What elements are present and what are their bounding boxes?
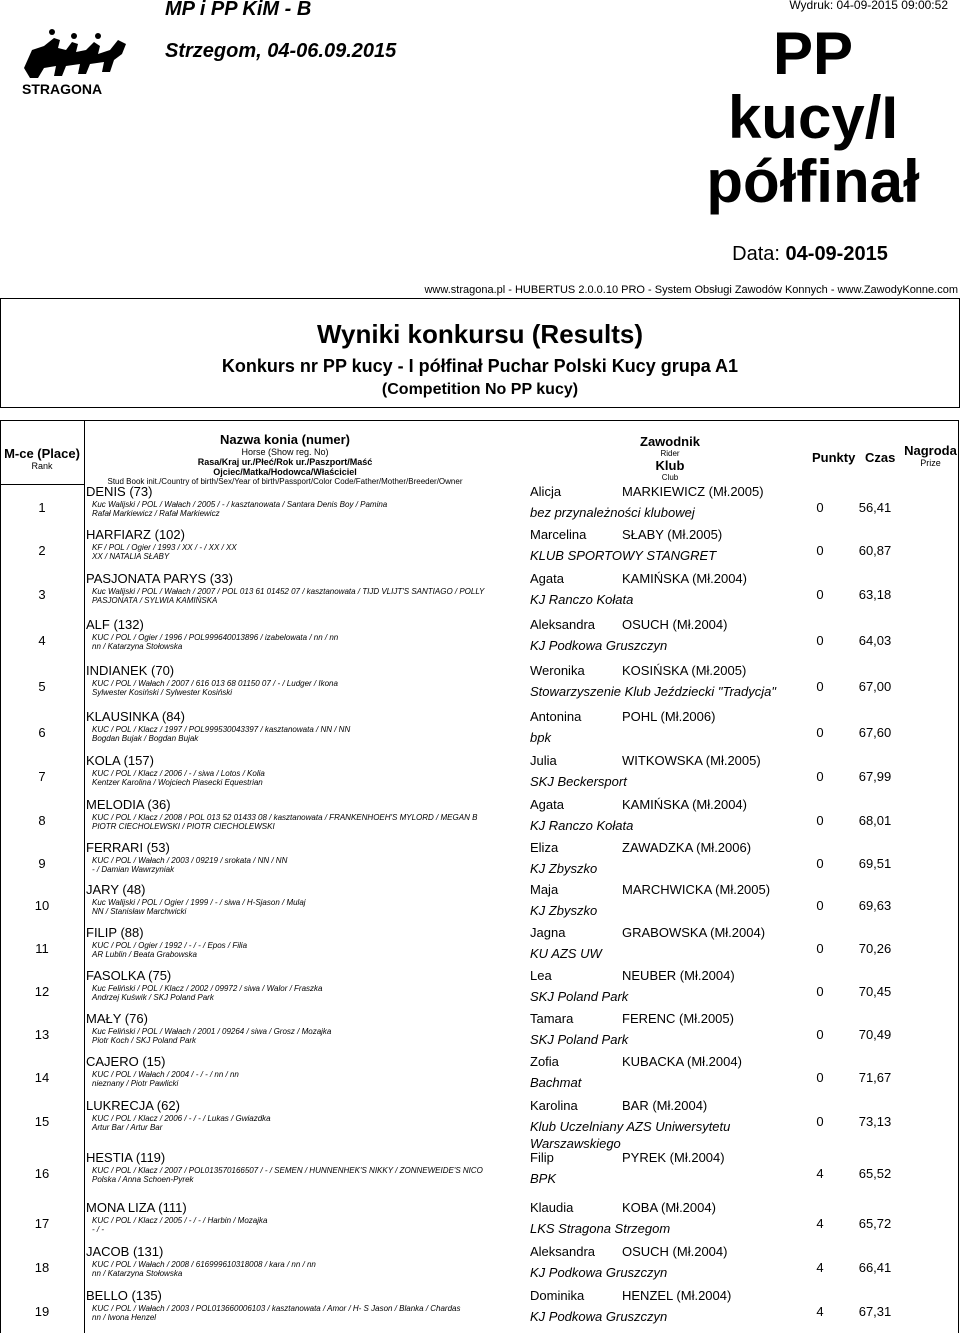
column-header-prize [903, 443, 958, 468]
horse-breeder-owner: Artur Bar / Artur Bar [92, 1123, 163, 1132]
points-cell: 0 [816, 725, 824, 740]
event-title: MP i PP KiM - B [165, 0, 312, 20]
horse-pedigree: KUC / POL / Klacz / 2006 / - / - / Lukas / Gwiazdka [92, 1114, 271, 1123]
horse-breeder-owner: AR Lublin / Beata Grabowska [92, 950, 197, 959]
horse-name: MONA LIZA (111) [86, 1200, 187, 1215]
horse-breeder-owner: Rafał Markiewicz / Rafał Markiewicz [92, 509, 220, 518]
horse-name: MELODIA (36) [86, 797, 171, 812]
horse-breeder-owner: Andrzej Kuświk / SKJ Poland Park [92, 993, 214, 1002]
points-cell: 0 [816, 1027, 824, 1042]
rider-last-name: ZAWADZKA (Mł.2006) [622, 840, 752, 855]
horse-header-sub: Horse (Show reg. No) [241, 447, 329, 457]
horse-name: ALF (132) [86, 617, 144, 632]
club-name: Stowarzyszenie Klub Jeździecki "Tradycja" [530, 684, 776, 699]
rider-first-name: Agata [530, 797, 564, 812]
horse-details [92, 898, 532, 916]
horse-name: LUKRECJA (62) [86, 1098, 180, 1113]
rider-name [530, 1054, 742, 1069]
rank-cell: 17 [34, 1216, 50, 1231]
club-name: Bachmat [530, 1075, 582, 1090]
rider-first-name: Weronika [530, 663, 585, 678]
rider-name [530, 1011, 734, 1026]
horse-details [92, 543, 532, 561]
club-name: SKJ Beckersport [530, 774, 627, 789]
rank-cell: 9 [38, 856, 46, 871]
horse-pedigree: KUC / POL / Wałach / 2003 / POL013660006103 / kasztanowata / Amor / H- S Jason / Blanka / Chardas [92, 1304, 461, 1313]
date-label: Data: [732, 243, 780, 265]
horse-pedigree: KUC / POL / Klacz / 2005 / - / - / Harbin / Mozajka [92, 1216, 268, 1225]
rider-first-name: Klaudia [530, 1200, 574, 1215]
rider-first-name: Jagna [530, 925, 566, 940]
horse-details [92, 679, 532, 697]
points-cell: 0 [816, 856, 824, 871]
svg-text:STRAGONA: STRAGONA [22, 81, 103, 97]
points-cell: 0 [816, 984, 824, 999]
club-name: KJ Podkowa Gruszczyn [530, 1309, 668, 1324]
points-cell: 4 [816, 1166, 824, 1181]
rank-header-divider [0, 484, 84, 485]
time-cell: 65,52 [858, 1166, 892, 1181]
rider-last-name: PYREK (Mł.2004) [622, 1150, 725, 1165]
prize-header-sub: Prize [920, 458, 941, 468]
horse-pedigree: Kuc Feliński / POL / Klacz / 2002 / 09972 / siwa / Walor / Fraszka [92, 984, 323, 993]
rider-last-name: OSUCH (Mł.2004) [622, 1244, 728, 1259]
horse-details [92, 1027, 532, 1045]
time-cell: 69,63 [858, 898, 892, 913]
points-cell: 4 [816, 1304, 824, 1319]
time-cell: 60,87 [858, 543, 892, 558]
rider-name [530, 1098, 707, 1113]
horse-details [92, 984, 532, 1002]
horse-pedigree: KF / POL / Ogier / 1993 / XX / - / XX / XX [92, 543, 237, 552]
club-name: SKJ Poland Park [530, 989, 629, 1004]
rider-last-name: KAMIŃSKA (Mł.2004) [622, 571, 747, 586]
horse-name: INDIANEK (70) [86, 663, 175, 678]
rank-cell: 14 [34, 1070, 50, 1085]
time-cell: 70,26 [858, 941, 892, 956]
horse-name: DENIS (73) [86, 484, 153, 499]
table-top-border [0, 420, 958, 421]
print-timestamp: Wydruk: 04-09-2015 09:00:52 [789, 0, 948, 12]
rider-last-name: SŁABY (Mł.2005) [622, 527, 723, 542]
rider-last-name: GRABOWSKA (Mł.2004) [622, 925, 766, 940]
horse-breeder-owner: Piotr Koch / SKJ Poland Park [92, 1036, 197, 1045]
rider-first-name: Aleksandra [530, 1244, 596, 1259]
points-cell: 0 [816, 769, 824, 784]
table-row [0, 755, 958, 798]
rider-last-name: POHL (Mł.2006) [622, 709, 716, 724]
club-name: KJ Podkowa Gruszczyn [530, 1265, 668, 1280]
horse-header-detail: Rasa/Kraj ur./Płeć/Rok ur./Paszport/Maść [197, 457, 373, 467]
horse-pedigree: Kuc Feliński / POL / Wałach / 2001 / 09264 / siwa / Grosz / Mozajka [92, 1027, 332, 1036]
results-header-box [0, 298, 960, 408]
table-row [0, 711, 958, 754]
points-cell: 0 [816, 898, 824, 913]
rank-cell: 12 [34, 984, 50, 999]
horse-details [92, 587, 532, 605]
column-header-place [0, 446, 84, 471]
table-row [0, 1290, 958, 1333]
rider-last-name: NEUBER (Mł.2004) [622, 968, 735, 983]
rider-last-name: HENZEL (Mł.2004) [622, 1288, 732, 1303]
horse-breeder-owner: Sylwester Kosiński / Sylwester Kosiński [92, 688, 233, 697]
rider-first-name: Eliza [530, 840, 559, 855]
rank-cell: 1 [38, 500, 46, 515]
rider-first-name: Antonina [530, 709, 582, 724]
rider-name [530, 709, 715, 724]
rank-cell: 8 [38, 813, 46, 828]
time-cell: 71,67 [858, 1070, 892, 1085]
club-name: KJ Podkowa Gruszczyn [530, 638, 668, 653]
club-name: KJ Ranczo Kołata [530, 592, 634, 607]
rider-name [530, 1200, 716, 1215]
club-name: KJ Zbyszko [530, 861, 598, 876]
time-cell: 67,60 [858, 725, 892, 740]
rider-name [530, 797, 747, 812]
rider-name [530, 753, 761, 768]
table-row [0, 927, 958, 970]
competition-subtitle-en: (Competition No PP kucy) [381, 381, 579, 398]
horse-details [92, 941, 532, 959]
rider-last-name: OSUCH (Mł.2004) [622, 617, 728, 632]
rider-name [530, 663, 746, 678]
competition-date [705, 243, 915, 266]
time-cell: 64,03 [858, 633, 892, 648]
points-cell: 0 [816, 500, 824, 515]
software-footer-url: www.stragona.pl - HUBERTUS 2.0.0.10 PRO - System Obsługi Zawodów Konnych - www.ZawodyKonne.com [424, 284, 958, 296]
rider-header-sub: Rider [660, 449, 680, 458]
horse-pedigree: KUC / POL / Ogier / 1996 / POL999640013896 / izabelowata / nn / nn [92, 633, 339, 642]
results-title: Wyniki konkursu (Results) [316, 319, 644, 349]
column-header-time: Czas [865, 450, 896, 465]
table-border-right [958, 420, 959, 1333]
horse-pedigree: KUC / POL / Ogier / 1992 / - / - / Epos / Filia [92, 941, 248, 950]
horse-pedigree: KUC / POL / Klacz / 2008 / POL 013 52 01433 08 / kasztanowata / FRANKENHOEH'S MYLORD / MEGAN B [92, 813, 478, 822]
table-row [0, 529, 958, 572]
rider-first-name: Maja [530, 882, 559, 897]
table-row [0, 1013, 958, 1056]
column-header-horse [90, 432, 480, 486]
time-cell: 70,45 [858, 984, 892, 999]
horse-name: FILIP (88) [86, 925, 144, 940]
stragona-logo [14, 20, 144, 100]
prize-header-label: Nagroda [904, 443, 957, 458]
horse-details [92, 856, 532, 874]
rider-first-name: Marcelina [530, 527, 587, 542]
table-row [0, 1098, 958, 1151]
horse-details [92, 1114, 532, 1132]
horse-name: FASOLKA (75) [86, 968, 172, 983]
horse-name: JARY (48) [86, 882, 146, 897]
rider-last-name: KAMIŃSKA (Mł.2004) [622, 797, 747, 812]
rider-name [530, 968, 735, 983]
club-name: KJ Zbyszko [530, 903, 598, 918]
time-cell: 69,51 [858, 856, 892, 871]
rank-cell: 3 [38, 587, 46, 602]
horse-breeder-owner: PIOTR CIECHOLEWSKI / PIOTR CIECHOLEWSKI [92, 822, 275, 831]
time-cell: 68,01 [858, 813, 892, 828]
rider-first-name: Zofia [530, 1054, 559, 1069]
table-row [0, 842, 958, 885]
rider-name [530, 1244, 727, 1259]
horse-name: KOLA (157) [86, 753, 154, 768]
table-row [0, 1056, 958, 1099]
club-name: Klub Uczelniany AZS Uniwersytetu Warszawskiego [530, 1119, 731, 1151]
club-name: bpk [530, 730, 551, 745]
rider-name [530, 571, 747, 586]
rider-name [530, 1150, 725, 1165]
rank-cell: 10 [34, 898, 50, 913]
horse-details [92, 769, 532, 787]
horse-pedigree: KUC / POL / Wałach / 2004 / - / - / nn / nn [92, 1070, 239, 1079]
table-row [0, 665, 958, 708]
place-header-sub: Rank [31, 461, 53, 471]
horse-details [92, 633, 532, 651]
club-name: BPK [530, 1171, 557, 1186]
rider-last-name: FERENC (Mł.2005) [622, 1011, 734, 1026]
place-header-label: M-ce (Place) [4, 446, 80, 461]
points-cell: 0 [816, 679, 824, 694]
horse-pedigree: KUC / POL / Klacz / 1997 / POL999530043397 / kasztanowata / NN / NN [92, 725, 351, 734]
rider-name [530, 617, 727, 632]
points-cell: 0 [816, 1114, 824, 1129]
horse-header-label: Nazwa konia (numer) [219, 432, 351, 447]
horse-name: MAŁY (76) [86, 1011, 148, 1026]
time-cell: 67,00 [858, 679, 892, 694]
horse-name: BELLO (135) [86, 1288, 162, 1303]
table-row [0, 1246, 958, 1289]
rider-first-name: Alicja [530, 484, 562, 499]
horse-breeder-owner: - / - [92, 1225, 104, 1234]
rider-first-name: Dominika [530, 1288, 585, 1303]
club-header-sub: Club [661, 473, 679, 482]
horse-breeder-owner: nn / Iwona Henzel [92, 1313, 157, 1322]
horse-name: CAJERO (15) [86, 1054, 166, 1069]
rider-first-name: Agata [530, 571, 564, 586]
table-row [0, 799, 958, 842]
table-row [0, 1202, 958, 1245]
horse-details [92, 725, 532, 743]
horse-header-detail2: Ojciec/Matka/Hodowca/Właściciel [213, 467, 357, 477]
rider-last-name: KUBACKA (Mł.2004) [622, 1054, 742, 1069]
rider-last-name: WITKOWSKA (Mł.2005) [622, 753, 761, 768]
club-name: SKJ Poland Park [530, 1032, 629, 1047]
event-place-date: Strzegom, 04-06.09.2015 [165, 40, 397, 62]
competition-subtitle: Konkurs nr PP kucy - I półfinał Puchar Polski Kucy grupa A1 [221, 356, 739, 376]
competition-big-title: PP kucy/I półfinał [706, 20, 920, 215]
rank-cell: 18 [34, 1260, 50, 1275]
rank-cell: 6 [38, 725, 46, 740]
horse-pedigree: Kuc Walijski / POL / Wałach / 2007 / POL 013 61 01452 07 / kasztanowata / TIJD VLIJT'S SANTIAGO / POLLY [92, 587, 485, 596]
horse-breeder-owner: nieznany / Piotr Pawlicki [92, 1079, 179, 1088]
rider-name [530, 925, 765, 940]
rank-cell: 19 [34, 1304, 50, 1319]
points-cell: 0 [816, 813, 824, 828]
horse-breeder-owner: - / Damian Wawrzyniak [92, 865, 175, 874]
horse-pedigree: KUC / POL / Wałach / 2008 / 616999610318008 / kara / nn / nn [92, 1260, 316, 1269]
rank-cell: 13 [34, 1027, 50, 1042]
horse-breeder-owner: XX / NATALIA SŁABY [92, 552, 170, 561]
horse-name: KLAUSINKA (84) [86, 709, 185, 724]
horse-pedigree: Kuc Walijski / POL / Ogier / 1999 / - / siwa / H-Sjason / Mulaj [92, 898, 306, 907]
rider-last-name: MARKIEWICZ (Mł.2005) [622, 484, 764, 499]
rank-cell: 5 [38, 679, 46, 694]
horse-pedigree: KUC / POL / Wałach / 2007 / 616 013 68 01150 07 / - / Ludger / Ikona [92, 679, 338, 688]
column-header-points: Punkty [812, 450, 856, 465]
time-cell: 65,72 [858, 1216, 892, 1231]
rider-last-name: MARCHWICKA (Mł.2005) [622, 882, 771, 897]
horse-breeder-owner: PASJONATA / SYLWIA KAMIŃSKA [92, 596, 218, 605]
time-cell: 70,49 [858, 1027, 892, 1042]
horse-name: JACOB (131) [86, 1244, 164, 1259]
horse-details [92, 1260, 532, 1278]
table-row [0, 619, 958, 662]
rider-name [530, 840, 751, 855]
horse-pedigree: KUC / POL / Klacz / 2006 / - / siwa / Lotos / Kolia [92, 769, 265, 778]
points-cell: 0 [816, 587, 824, 602]
points-cell: 4 [816, 1260, 824, 1275]
rider-first-name: Aleksandra [530, 617, 596, 632]
time-cell: 66,41 [858, 1260, 892, 1275]
points-cell: 0 [816, 1070, 824, 1085]
time-cell: 56,41 [858, 500, 892, 515]
club-name: KJ Ranczo Kołata [530, 818, 634, 833]
rank-cell: 15 [34, 1114, 50, 1129]
rider-header-label: Zawodnik [640, 434, 700, 449]
rider-first-name: Lea [530, 968, 552, 983]
rank-cell: 4 [38, 633, 46, 648]
horse-pedigree: KUC / POL / Wałach / 2003 / 09219 / srokata / NN / NN [92, 856, 288, 865]
horse-name: HESTIA (119) [86, 1150, 166, 1165]
table-row [0, 486, 958, 529]
horse-name: HARFIARZ (102) [86, 527, 185, 542]
time-cell: 73,13 [858, 1114, 892, 1129]
date-value: 04-09-2015 [785, 243, 888, 265]
horse-breeder-owner: NN / Stanisław Marchwicki [92, 907, 187, 916]
rider-name [530, 882, 770, 897]
club-name: KU AZS UW [530, 946, 602, 961]
horse-breeder-owner: nn / Katarzyna Stołowska [92, 642, 183, 651]
time-cell: 63,18 [858, 587, 892, 602]
club-name: bez przynależności klubowej [530, 505, 695, 520]
points-cell: 0 [816, 633, 824, 648]
rider-first-name: Tamara [530, 1011, 574, 1026]
column-header-rider [560, 434, 780, 482]
horse-name: PASJONATA PARYS (33) [86, 571, 233, 586]
horse-breeder-owner: Polska / Anna Schoen-Pyrek [92, 1175, 194, 1184]
table-row [0, 573, 958, 616]
club-name: KLUB SPORTOWY STANGRET [530, 548, 717, 563]
horse-breeder-owner: Kentzer Karolina / Wojciech Piasecki Equestrian [92, 778, 263, 787]
rank-cell: 16 [34, 1166, 50, 1181]
table-row [0, 884, 958, 927]
horse-name: FERRARI (53) [86, 840, 170, 855]
horse-pedigree: Kuc Walijski / POL / Wałach / 2005 / - / kasztanowata / Santara Denis Boy / Pamina [92, 500, 388, 509]
horse-details [92, 1304, 532, 1322]
club-name: LKS Stragona Strzegom [530, 1221, 671, 1236]
rank-cell: 7 [38, 769, 46, 784]
horse-details [92, 500, 532, 518]
club-header-label: Klub [655, 458, 685, 473]
table-row [0, 970, 958, 1013]
points-cell: 0 [816, 543, 824, 558]
rider-last-name: KOSIŃSKA (Mł.2005) [622, 663, 747, 678]
horse-breeder-owner: nn / Katarzyna Stołowska [92, 1269, 183, 1278]
horse-details [92, 1216, 532, 1234]
points-cell: 4 [816, 1216, 824, 1231]
table-row [0, 1152, 958, 1195]
rank-cell: 2 [38, 543, 46, 558]
rank-cell: 11 [35, 941, 49, 956]
time-cell: 67,99 [858, 769, 892, 784]
rider-first-name: Karolina [530, 1098, 578, 1113]
horse-details [92, 813, 532, 831]
rider-name [530, 1288, 731, 1303]
horse-details [92, 1070, 532, 1088]
rider-last-name: KOBA (Mł.2004) [622, 1200, 716, 1215]
rider-name [530, 484, 764, 499]
rider-last-name: BAR (Mł.2004) [622, 1098, 708, 1113]
rider-first-name: Julia [530, 753, 557, 768]
rider-first-name: Filip [530, 1150, 554, 1165]
points-cell: 0 [816, 941, 824, 956]
horse-details [92, 1166, 532, 1184]
rider-name [530, 527, 722, 542]
time-cell: 67,31 [858, 1304, 892, 1319]
horse-breeder-owner: Bogdan Bujak / Bogdan Bujak [92, 734, 199, 743]
horse-pedigree: KUC / POL / Klacz / 2007 / POL013570166507 / - / SEMEN / HUNNENHEK'S NIKKY / ZONNEWEIDE'S NICO [92, 1166, 483, 1175]
horse-header-detail3: Stud Book init./Country of birth/Sex/Year of birth/Passport/Color Code/Father/Mother/Breeder/Owner [107, 477, 463, 486]
